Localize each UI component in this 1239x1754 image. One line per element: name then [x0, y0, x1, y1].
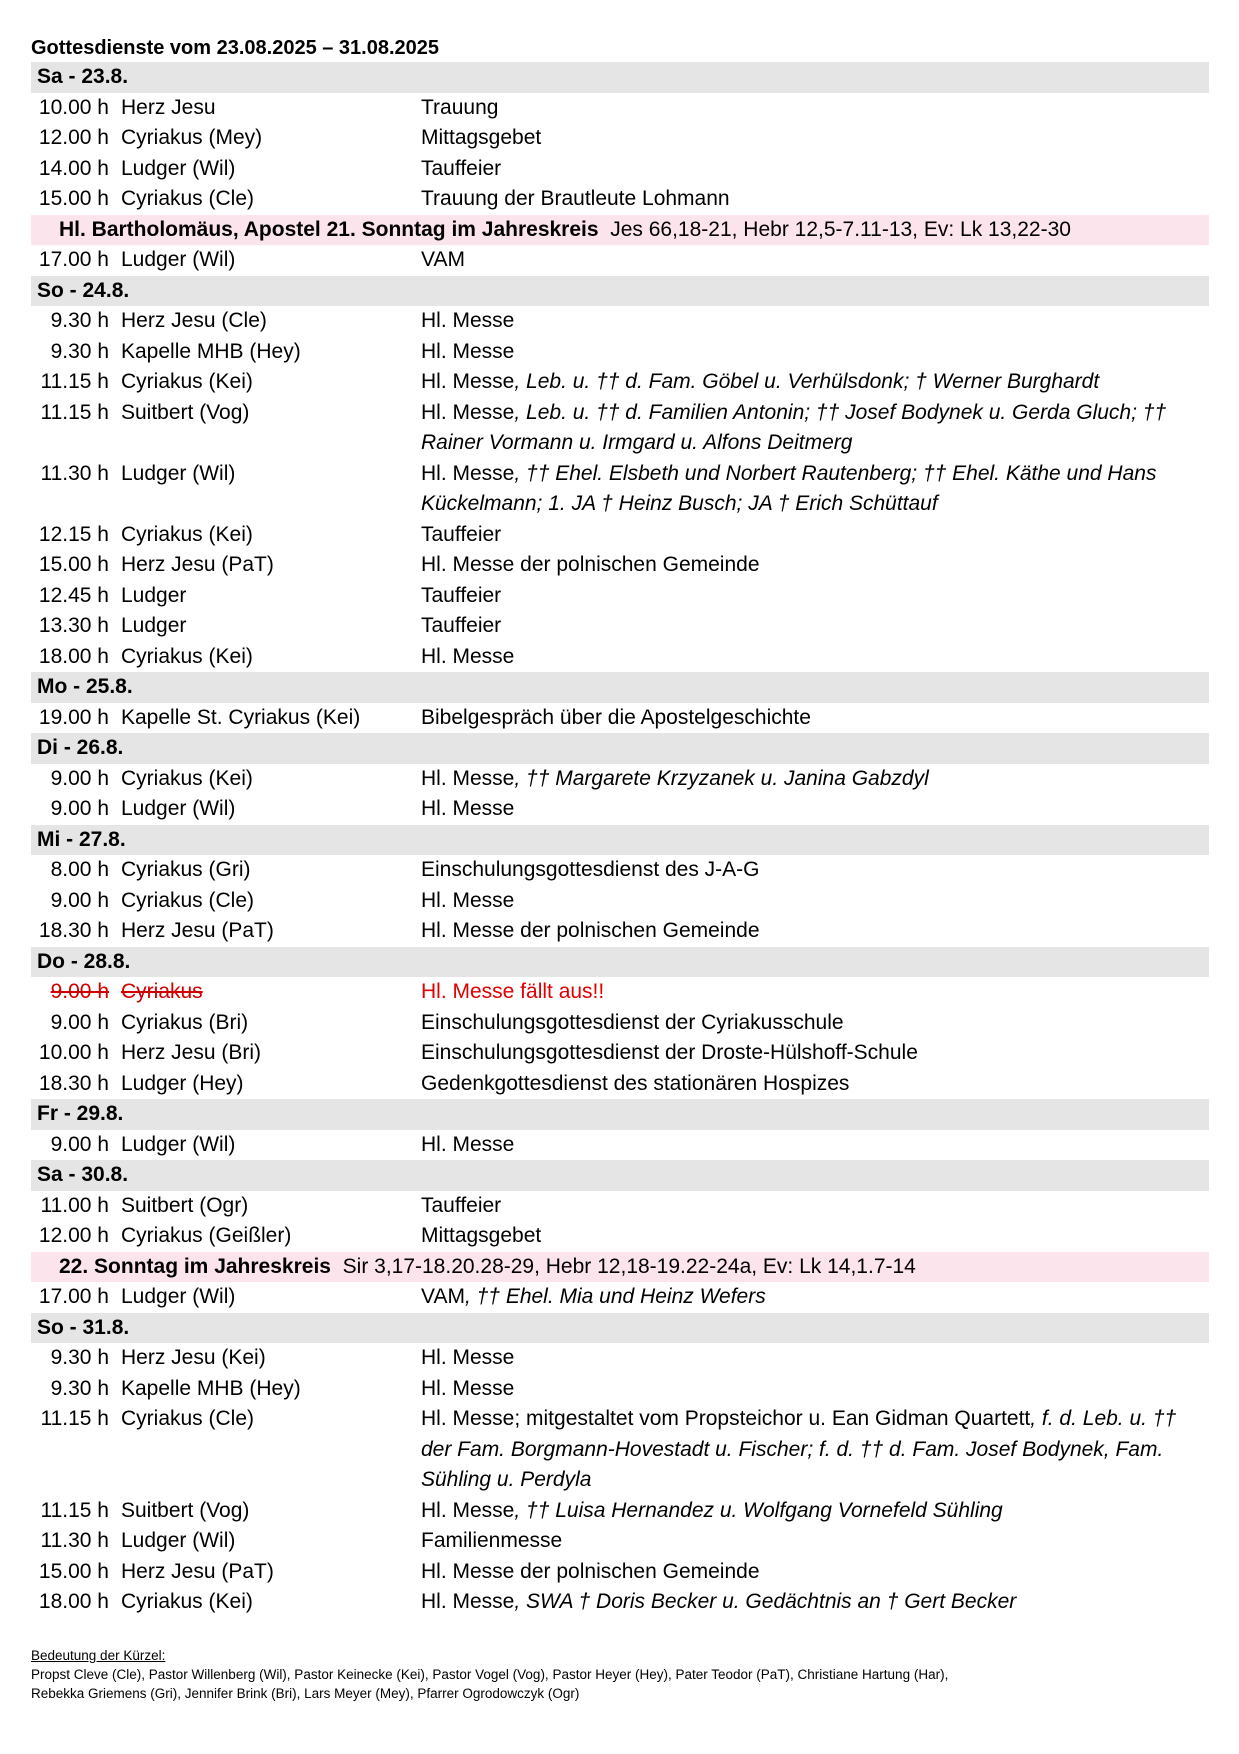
- service-location: Cyriakus (Kei): [121, 1590, 253, 1613]
- document-title: Gottesdienste vom 23.08.2025 – 31.08.2025: [31, 37, 440, 59]
- service-time: 9.00 h: [50, 1132, 109, 1156]
- service-row: [31, 1587, 1209, 1618]
- day-header: Sa - 23.8.: [31, 62, 1209, 93]
- service-row: [31, 764, 1209, 795]
- service-location: Herz Jesu: [121, 95, 216, 119]
- service-location: Kapelle MHB (Hey): [121, 1376, 301, 1400]
- service-time: 10.00 h: [38, 95, 109, 119]
- service-row: [31, 398, 1209, 459]
- service-row: [31, 794, 1209, 825]
- service-description: Gedenkgottesdienst des stationären Hospizes: [421, 1071, 850, 1095]
- service-row: [31, 1343, 1209, 1374]
- service-row: [31, 1404, 1209, 1496]
- service-time: 14.00 h: [38, 156, 109, 180]
- service-location: Cyriakus: [121, 980, 203, 1003]
- service-description: Einschulungsgottesdienst des J-A-G: [421, 858, 760, 881]
- cancelled-service-row: [31, 977, 1209, 1008]
- service-description: Hl. Messe: [421, 309, 515, 332]
- service-location: Cyriakus (Kei): [121, 370, 253, 393]
- service-row: [31, 337, 1209, 368]
- service-row: [31, 703, 1209, 734]
- service-description: Tauffeier: [421, 614, 502, 637]
- service-row: [31, 1008, 1209, 1039]
- service-description: Hl. Messe: [421, 339, 515, 363]
- service-time: 19.00 h: [38, 705, 109, 729]
- feast-readings: Jes 66,18-21, Hebr 12,5-7.11-13, Ev: Lk 13,22-30: [610, 217, 1071, 241]
- cancellation-notice: Hl. Messe fällt aus!!: [421, 980, 605, 1003]
- day-header: So - 24.8.: [31, 276, 1209, 307]
- service-time: 11.15 h: [40, 370, 109, 393]
- service-time: 15.00 h: [38, 553, 109, 576]
- service-time: 11.15 h: [40, 400, 109, 424]
- service-location: Kapelle St. Cyriakus (Kei): [121, 705, 361, 729]
- day-header: Mo - 25.8.: [31, 672, 1209, 703]
- service-description: Tauffeier: [421, 522, 502, 546]
- service-time: 9.00 h: [50, 766, 109, 790]
- service-time: 11.15 h: [40, 1498, 109, 1522]
- service-description: Einschulungsgottesdienst der Droste-Hülshoff-Schule: [421, 1041, 918, 1064]
- feast-name: 22. Sonntag im Jahreskreis: [59, 1254, 331, 1278]
- service-row: [31, 123, 1209, 154]
- service-description: Hl. Messe; mitgestaltet vom Propsteichor u. Ean Gidman Quartett, f. d. Leb. u. †† der Fam. Borgmann-Hovestadt u. Fischer; f. d. †† d. Fam. Josef Bodynek, Fam. Sühling u. Perdyla: [421, 1407, 1177, 1491]
- service-row: [31, 611, 1209, 642]
- day-header: Mi - 27.8.: [31, 825, 1209, 856]
- service-description: VAM: [421, 248, 465, 271]
- service-description: Tauffeier: [421, 583, 502, 607]
- service-time: 9.30 h: [50, 1346, 109, 1369]
- intention-note: , †† Ehel. Elsbeth und Norbert Rautenberg; †† Ehel. Käthe und Hans Kückelmann; 1. JA † Heinz Busch; JA † Erich Schüttauf: [421, 461, 1157, 515]
- intention-note: , Leb. u. †† d. Fam. Göbel u. Verhülsdonk; † Werner Burghardt: [514, 370, 1100, 393]
- feast-header: [31, 1252, 1209, 1283]
- service-row: [31, 1221, 1209, 1252]
- service-time: 18.00 h: [38, 644, 109, 668]
- service-description: Trauung: [421, 95, 499, 119]
- service-time: 11.15 h: [40, 1407, 109, 1430]
- service-row: [31, 306, 1209, 337]
- feast-header: [31, 215, 1209, 246]
- day-header: So - 31.8.: [31, 1313, 1209, 1344]
- service-description: Mittagsgebet: [421, 126, 542, 149]
- service-time: 10.00 h: [38, 1041, 109, 1064]
- service-time: 9.00 h: [50, 888, 109, 912]
- abbreviation-legend: [31, 1646, 1209, 1703]
- service-time: 13.30 h: [38, 614, 109, 637]
- service-row: [31, 1069, 1209, 1100]
- service-time: 9.30 h: [50, 309, 109, 332]
- service-location: Suitbert (Ogr): [121, 1193, 249, 1217]
- service-row: [31, 154, 1209, 185]
- service-row: [31, 1191, 1209, 1222]
- service-description: Hl. Messe der polnischen Gemeinde: [421, 553, 760, 576]
- service-time: 18.30 h: [38, 1071, 109, 1095]
- service-location: Cyriakus (Gri): [121, 858, 251, 881]
- service-location: Ludger (Wil): [121, 1529, 236, 1552]
- service-location: Ludger (Hey): [121, 1071, 244, 1095]
- service-row: [31, 1038, 1209, 1069]
- service-description: Bibelgespräch über die Apostelgeschichte: [421, 705, 811, 729]
- service-time: 8.00 h: [50, 858, 109, 881]
- service-location: Cyriakus (Kei): [121, 644, 253, 668]
- service-description: Hl. Messe der polnischen Gemeinde: [421, 919, 760, 942]
- service-description: Hl. Messe, Leb. u. †† d. Familien Antonin; †† Josef Bodynek u. Gerda Gluch; †† Rainer Vormann u. Irmgard u. Alfons Deitmerg: [421, 400, 1167, 454]
- service-description: Hl. Messe, †† Ehel. Elsbeth und Norbert Rautenberg; †† Ehel. Käthe und Hans Kückelmann; 1. JA † Heinz Busch; JA † Erich Schüttauf: [421, 461, 1157, 515]
- intention-note: , †† Margarete Krzyzanek u. Janina Gabzdyl: [514, 766, 929, 790]
- service-description: Mittagsgebet: [421, 1224, 542, 1247]
- service-row: [31, 550, 1209, 581]
- legend-line: Rebekka Griemens (Gri), Jennifer Brink (Bri), Lars Meyer (Mey), Pfarrer Ogrodowczyk (Ogr): [31, 1685, 580, 1701]
- service-location: Suitbert (Vog): [121, 400, 250, 424]
- service-time: 9.30 h: [50, 1376, 109, 1400]
- day-header: Di - 26.8.: [31, 733, 1209, 764]
- service-location: Suitbert (Vog): [121, 1498, 250, 1522]
- service-row: [31, 1557, 1209, 1588]
- service-time: 11.30 h: [40, 461, 109, 485]
- service-row: [31, 1282, 1209, 1313]
- intention-note: , Leb. u. †† d. Familien Antonin; †† Josef Bodynek u. Gerda Gluch; †† Rainer Vormann u. Irmgard u. Alfons Deitmerg: [421, 400, 1167, 454]
- service-time: 15.00 h: [38, 187, 109, 210]
- service-time: 9.00 h: [50, 1010, 109, 1034]
- intention-note: , †† Luisa Hernandez u. Wolfgang Vornefeld Sühling: [514, 1498, 1003, 1522]
- service-time: 9.00 h: [50, 980, 109, 1003]
- service-row: [31, 916, 1209, 947]
- service-description: Hl. Messe: [421, 644, 515, 668]
- service-row: [31, 581, 1209, 612]
- service-row: [31, 1374, 1209, 1405]
- service-time: 15.00 h: [38, 1559, 109, 1583]
- service-location: Herz Jesu (Kei): [121, 1346, 266, 1369]
- day-header: Do - 28.8.: [31, 947, 1209, 978]
- service-description: Tauffeier: [421, 1193, 502, 1217]
- service-row: [31, 642, 1209, 673]
- service-description: Trauung der Brautleute Lohmann: [421, 187, 730, 210]
- service-time: 12.45 h: [38, 583, 109, 607]
- service-time: 12.00 h: [38, 126, 109, 149]
- service-time: 11.30 h: [40, 1529, 109, 1552]
- feast-readings: Sir 3,17-18.20.28-29, Hebr 12,18-19.22-24a, Ev: Lk 14,1.7-14: [342, 1254, 916, 1278]
- service-row: [31, 367, 1209, 398]
- service-location: Ludger (Wil): [121, 797, 236, 820]
- service-description: Hl. Messe, †† Luisa Hernandez u. Wolfgang Vornefeld Sühling: [421, 1498, 1003, 1522]
- legend-line: Propst Cleve (Cle), Pastor Willenberg (Wil), Pastor Keinecke (Kei), Pastor Vogel (Vog), Pastor Heyer (Hey), Pater Teodor (PaT), Christiane Hartung (Har),: [31, 1666, 949, 1682]
- service-description: Hl. Messe, Leb. u. †† d. Fam. Göbel u. Verhülsdonk; † Werner Burghardt: [421, 370, 1100, 393]
- service-location: Herz Jesu (PaT): [121, 553, 274, 576]
- service-time: 12.15 h: [38, 522, 109, 546]
- service-row: [31, 93, 1209, 124]
- intention-note: , f. d. Leb. u. †† der Fam. Borgmann-Hovestadt u. Fischer; f. d. †† d. Fam. Josef Bodynek, Fam. Sühling u. Perdyla: [421, 1407, 1177, 1491]
- service-description: Hl. Messe, †† Margarete Krzyzanek u. Janina Gabzdyl: [421, 766, 929, 790]
- service-row: [31, 520, 1209, 551]
- service-location: Herz Jesu (Cle): [121, 309, 267, 332]
- service-row: [31, 1526, 1209, 1557]
- service-time: 12.00 h: [38, 1224, 109, 1247]
- service-description: Hl. Messe: [421, 1376, 515, 1400]
- service-description: Hl. Messe, SWA † Doris Becker u. Gedächtnis an † Gert Becker: [421, 1590, 1017, 1613]
- service-location: Ludger (Wil): [121, 248, 236, 271]
- service-row: [31, 1130, 1209, 1161]
- service-description: Tauffeier: [421, 156, 502, 180]
- service-location: Herz Jesu (PaT): [121, 1559, 274, 1583]
- service-location: Cyriakus (Bri): [121, 1010, 249, 1034]
- service-time: 17.00 h: [38, 248, 109, 271]
- service-location: Ludger: [121, 614, 187, 637]
- service-location: Cyriakus (Cle): [121, 888, 255, 912]
- service-time: 9.30 h: [50, 339, 109, 363]
- service-row: [31, 1496, 1209, 1527]
- service-time: 9.00 h: [50, 797, 109, 820]
- service-time: 11.00 h: [40, 1193, 109, 1217]
- service-location: Herz Jesu (Bri): [121, 1041, 262, 1064]
- service-description: Familienmesse: [421, 1529, 563, 1552]
- service-location: Ludger (Wil): [121, 1132, 236, 1156]
- service-description: Hl. Messe: [421, 1346, 515, 1369]
- service-location: Cyriakus (Kei): [121, 522, 253, 546]
- service-row: [31, 245, 1209, 276]
- service-location: Cyriakus (Cle): [121, 187, 255, 210]
- service-location: Cyriakus (Geißler): [121, 1224, 292, 1247]
- service-location: Cyriakus (Cle): [121, 1407, 255, 1430]
- schedule-document: [31, 34, 1209, 1703]
- feast-name: Hl. Bartholomäus, Apostel 21. Sonntag im Jahreskreis: [59, 217, 599, 241]
- service-location: Ludger (Wil): [121, 1285, 236, 1308]
- service-description: Hl. Messe: [421, 1132, 515, 1156]
- service-location: Ludger (Wil): [121, 461, 236, 485]
- service-row: [31, 855, 1209, 886]
- service-location: Ludger: [121, 583, 187, 607]
- service-description: Einschulungsgottesdienst der Cyriakusschule: [421, 1010, 844, 1034]
- service-description: Hl. Messe: [421, 888, 515, 912]
- service-time: 18.00 h: [38, 1590, 109, 1613]
- service-location: Ludger (Wil): [121, 156, 236, 180]
- service-location: Cyriakus (Mey): [121, 126, 263, 149]
- service-location: Herz Jesu (PaT): [121, 919, 274, 942]
- day-header: Fr - 29.8.: [31, 1099, 1209, 1130]
- service-row: [31, 886, 1209, 917]
- service-location: Cyriakus (Kei): [121, 766, 253, 790]
- legend-heading: Bedeutung der Kürzel:: [31, 1647, 166, 1663]
- day-header: Sa - 30.8.: [31, 1160, 1209, 1191]
- service-location: Kapelle MHB (Hey): [121, 339, 301, 363]
- service-description: VAM, †† Ehel. Mia und Heinz Wefers: [421, 1285, 766, 1308]
- service-description: Hl. Messe der polnischen Gemeinde: [421, 1559, 760, 1583]
- service-row: [31, 459, 1209, 520]
- service-time: 18.30 h: [38, 919, 109, 942]
- service-row: [31, 184, 1209, 215]
- intention-note: , SWA † Doris Becker u. Gedächtnis an † Gert Becker: [514, 1590, 1017, 1613]
- service-description: Hl. Messe: [421, 797, 515, 820]
- intention-note: , †† Ehel. Mia und Heinz Wefers: [464, 1285, 766, 1308]
- service-time: 17.00 h: [38, 1285, 109, 1308]
